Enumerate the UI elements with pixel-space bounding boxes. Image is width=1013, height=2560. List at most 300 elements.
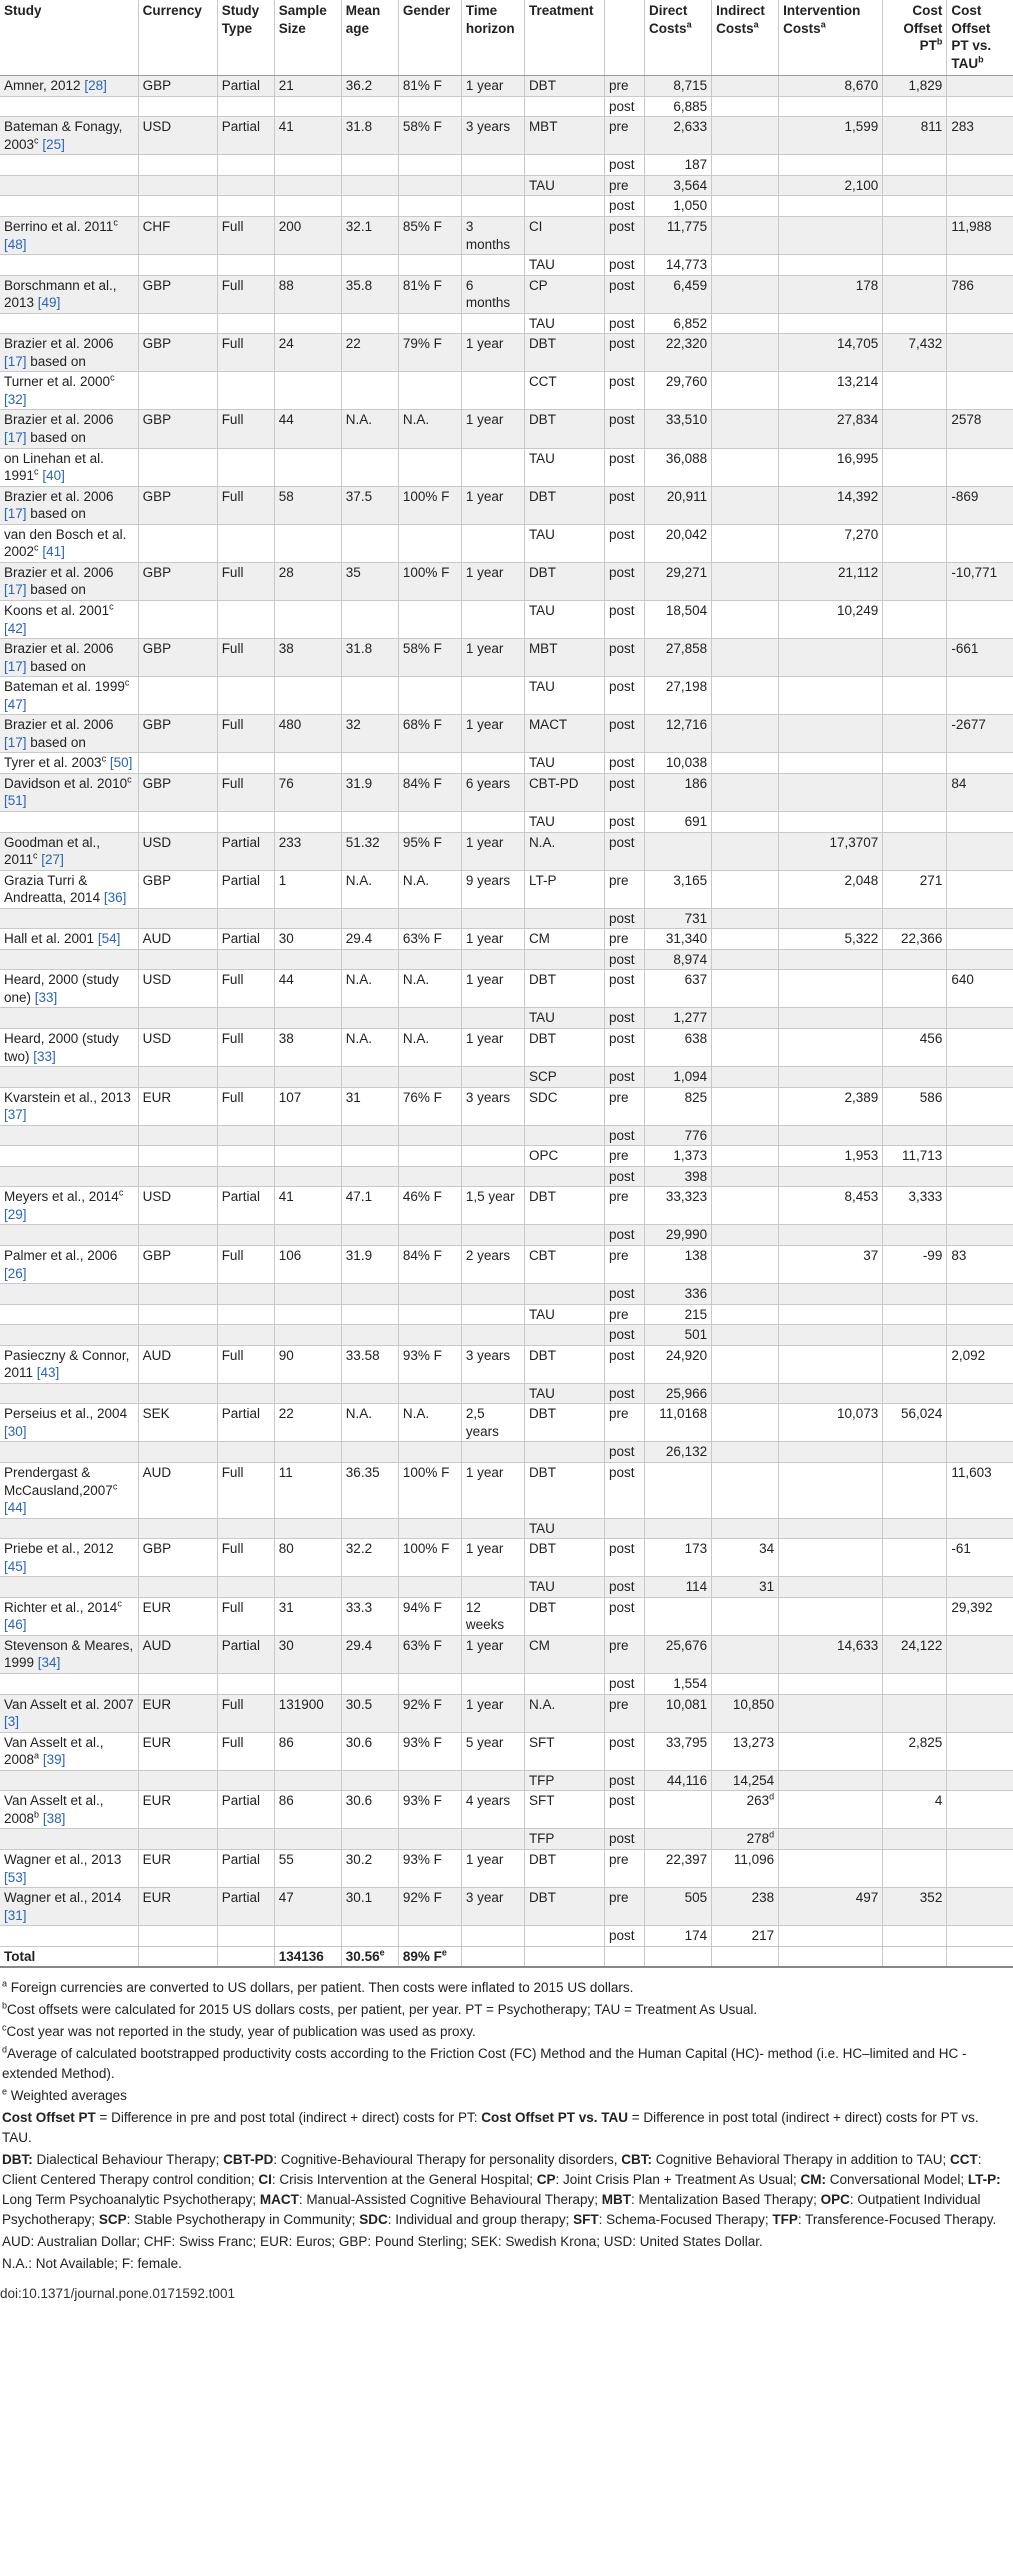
table-cell: 44,116 <box>645 1770 712 1791</box>
table-cell <box>779 217 883 255</box>
table-cell: 58% F <box>398 117 461 155</box>
table-cell: pre <box>605 1404 645 1442</box>
table-cell: 5,322 <box>779 929 883 950</box>
table-cell: 114 <box>645 1577 712 1598</box>
table-cell <box>947 334 1013 372</box>
column-header: Treatment <box>524 0 604 76</box>
table-cell <box>398 1125 461 1146</box>
table-cell: 7,270 <box>779 524 883 562</box>
table-cell <box>883 715 947 753</box>
table-row <box>0 334 1013 372</box>
citation-ref[interactable]: [17] <box>4 430 27 446</box>
table-cell <box>217 372 274 410</box>
table-cell <box>779 1946 883 1967</box>
citation-ref[interactable]: [27] <box>41 852 64 868</box>
table-row <box>0 715 1013 753</box>
table-cell <box>398 1325 461 1346</box>
table-cell: SCP <box>524 1067 604 1088</box>
table-cell: post <box>605 832 645 870</box>
table-cell: Full <box>217 1087 274 1125</box>
table-cell: GBP <box>138 715 217 753</box>
table-cell: 90 <box>274 1345 341 1383</box>
citation-ref[interactable]: [45] <box>4 1558 27 1574</box>
table-cell: Palmer et al., 2006 [26] <box>0 1246 138 1284</box>
table-cell <box>883 1770 947 1791</box>
citation-ref[interactable]: [38] <box>42 1810 66 1826</box>
table-cell: N.A. <box>524 1694 604 1732</box>
table-cell <box>274 811 341 832</box>
term-label: MBT <box>601 2191 632 2207</box>
table-cell: 1 year <box>461 929 524 950</box>
table-cell: CCT <box>524 372 604 410</box>
table-cell <box>947 1087 1013 1125</box>
table-cell: AUD <box>138 1463 217 1519</box>
table-cell <box>461 1442 524 1463</box>
table-cell <box>779 1577 883 1598</box>
table-cell: N.A. <box>341 970 398 1008</box>
citation-ref[interactable]: [47] <box>4 696 27 712</box>
table-cell: 32.2 <box>341 1539 398 1577</box>
footnote-marker: d <box>769 1791 775 1802</box>
table-cell: 47 <box>274 1888 341 1926</box>
table-cell: GBP <box>138 1246 217 1284</box>
citation-ref[interactable]: [37] <box>4 1107 27 1123</box>
table-cell <box>883 1284 947 1305</box>
table-cell: 238 <box>712 1888 779 1926</box>
table-cell <box>779 1770 883 1791</box>
table-cell: 1,373 <box>645 1146 712 1167</box>
table-cell <box>524 1946 604 1967</box>
citation-ref[interactable]: [51] <box>4 793 27 809</box>
table-cell <box>274 1829 341 1850</box>
citation-ref[interactable]: [40] <box>42 468 65 484</box>
table-cell: 2,825 <box>883 1732 947 1770</box>
table-cell <box>712 155 779 176</box>
table-cell <box>712 1067 779 1088</box>
citation-ref[interactable]: [25] <box>42 136 65 152</box>
table-cell <box>138 448 217 486</box>
table-cell <box>274 1125 341 1146</box>
table-cell <box>883 1597 947 1635</box>
table-cell <box>461 1166 524 1187</box>
table-cell: 29,990 <box>645 1225 712 1246</box>
table-cell <box>712 1635 779 1673</box>
table-cell: post <box>605 639 645 677</box>
table-cell: N.A. <box>524 832 604 870</box>
table-cell: 1 year <box>461 1463 524 1519</box>
table-cell: 11 <box>274 1463 341 1519</box>
table-cell <box>712 1442 779 1463</box>
table-cell <box>398 753 461 774</box>
table-cell <box>779 1028 883 1066</box>
table-cell <box>947 1926 1013 1947</box>
table-cell: -2677 <box>947 715 1013 753</box>
table-row <box>0 410 1013 448</box>
table-row <box>0 1067 1013 1088</box>
table-cell: 10,249 <box>779 600 883 638</box>
table-cell: 1,829 <box>883 76 947 97</box>
table-cell: 32.1 <box>341 217 398 255</box>
table-cell <box>274 1770 341 1791</box>
table-cell: 8,974 <box>645 949 712 970</box>
citation-ref[interactable]: [36] <box>103 890 127 906</box>
table-cell: post <box>605 372 645 410</box>
table-cell <box>138 949 217 970</box>
citation-ref[interactable]: [33] <box>33 1048 56 1064</box>
table-cell: Brazier et al. 2006 [17] based on <box>0 334 138 372</box>
citation-ref[interactable]: [39] <box>42 1752 66 1768</box>
table-row <box>0 811 1013 832</box>
table-cell <box>0 1325 138 1346</box>
table-cell <box>217 196 274 217</box>
table-cell: 33.58 <box>341 1345 398 1383</box>
citation-ref[interactable]: [17] <box>4 353 27 369</box>
footnote-marker: c <box>127 774 132 785</box>
table-cell: 14,254 <box>712 1770 779 1791</box>
table-cell: GBP <box>138 1539 217 1577</box>
table-cell: post <box>605 1791 645 1829</box>
table-cell <box>138 1674 217 1695</box>
table-cell: 786 <box>947 275 1013 313</box>
footnote-marker: e <box>379 1947 385 1958</box>
table-cell <box>341 96 398 117</box>
table-cell: pre <box>605 117 645 155</box>
table-cell <box>712 217 779 255</box>
table-cell: 100% F <box>398 562 461 600</box>
table-cell: post <box>605 1770 645 1791</box>
table-cell: 34 <box>712 1539 779 1577</box>
table-cell: 18,504 <box>645 600 712 638</box>
table-cell: -61 <box>947 1539 1013 1577</box>
table-cell <box>712 1946 779 1967</box>
table-cell <box>947 1284 1013 1305</box>
table-cell: post <box>605 1166 645 1187</box>
table-cell <box>274 1284 341 1305</box>
table-cell <box>0 1926 138 1947</box>
table-row <box>0 832 1013 870</box>
table-cell <box>947 1518 1013 1539</box>
table-cell <box>398 448 461 486</box>
table-cell <box>947 96 1013 117</box>
table-cell <box>883 949 947 970</box>
table-row <box>0 870 1013 908</box>
table-cell: 37 <box>779 1246 883 1284</box>
term-label: TFP <box>772 2211 798 2227</box>
table-cell: 81% F <box>398 275 461 313</box>
table-cell: 31 <box>341 1087 398 1125</box>
table-cell: 1 year <box>461 1539 524 1577</box>
table-cell: Heard, 2000 (study two) [33] <box>0 1028 138 1066</box>
table-cell <box>274 1518 341 1539</box>
table-cell <box>217 677 274 715</box>
table-cell: post <box>605 1284 645 1305</box>
table-cell: 29,392 <box>947 1597 1013 1635</box>
table-cell <box>947 196 1013 217</box>
table-cell <box>138 1125 217 1146</box>
table-cell <box>274 448 341 486</box>
table-cell <box>947 1166 1013 1187</box>
table-cell <box>645 1946 712 1967</box>
citation-ref[interactable]: [3] <box>4 1714 20 1730</box>
table-row <box>0 155 1013 176</box>
table-cell: 14,392 <box>779 486 883 524</box>
table-cell <box>947 1325 1013 1346</box>
citation-ref[interactable]: [48] <box>4 236 27 252</box>
citation-ref[interactable]: [28] <box>84 78 107 94</box>
citation-ref[interactable]: [43] <box>36 1365 60 1381</box>
table-cell: 1 year <box>461 410 524 448</box>
table-cell: TAU <box>524 811 604 832</box>
table-cell: DBT <box>524 1849 604 1887</box>
table-cell: post <box>605 1732 645 1770</box>
table-cell: post <box>605 1926 645 1947</box>
citation-ref[interactable]: [17] <box>4 734 27 750</box>
table-cell: MBT <box>524 639 604 677</box>
table-cell <box>712 76 779 97</box>
table-cell <box>0 155 138 176</box>
footnote-marker: c <box>109 601 114 612</box>
table-row <box>0 1888 1013 1926</box>
table-cell: Wagner et al., 2014 [31] <box>0 1888 138 1926</box>
table-cell: 30.6 <box>341 1791 398 1829</box>
table-cell <box>605 1518 645 1539</box>
table-cell: Prendergast & McCausland,2007$^c$ [44] <box>0 1463 138 1519</box>
table-cell: Full <box>217 715 274 753</box>
table-cell: 22,397 <box>645 1849 712 1887</box>
table-cell <box>883 970 947 1008</box>
citation-ref[interactable]: [17] <box>4 582 27 598</box>
table-cell <box>947 832 1013 870</box>
table-cell: -661 <box>947 639 1013 677</box>
term-label: SDC <box>359 2211 388 2227</box>
table-cell: post <box>605 1125 645 1146</box>
table-cell <box>274 1577 341 1598</box>
table-cell <box>341 677 398 715</box>
table-cell: EUR <box>138 1597 217 1635</box>
table-cell <box>217 1146 274 1167</box>
table-cell: 107 <box>274 1087 341 1125</box>
term-label: SCP <box>98 2211 127 2227</box>
table-cell: Meyers et al., 2014$^c$ [29] <box>0 1187 138 1225</box>
table-cell <box>712 639 779 677</box>
footnote-marker: a <box>820 19 826 30</box>
table-cell: 134136 <box>274 1946 341 1967</box>
table-cell <box>274 1146 341 1167</box>
table-cell: 33,510 <box>645 410 712 448</box>
table-cell: 89% $F^e$ <box>398 1946 461 1967</box>
table-cell <box>779 1829 883 1850</box>
table-cell <box>712 524 779 562</box>
table-cell <box>274 175 341 196</box>
table-cell <box>217 753 274 774</box>
table-cell <box>398 255 461 276</box>
table-cell: Partial <box>217 76 274 97</box>
table-cell <box>461 155 524 176</box>
table-cell <box>138 1008 217 1029</box>
table-cell: post <box>605 1597 645 1635</box>
table-cell: OPC <box>524 1146 604 1167</box>
table-cell <box>138 1284 217 1305</box>
table-cell <box>398 1770 461 1791</box>
footnote-marker: c <box>118 1187 124 1198</box>
term-label: SFT <box>573 2211 599 2227</box>
table-cell: 86 <box>274 1791 341 1829</box>
table-row <box>0 1577 1013 1598</box>
table-cell <box>138 1577 217 1598</box>
citation-ref[interactable]: [29] <box>4 1206 27 1222</box>
table-cell: 1 year <box>461 562 524 600</box>
table-cell <box>524 1125 604 1146</box>
table-row <box>0 1597 1013 1635</box>
table-cell <box>779 196 883 217</box>
table-cell <box>217 1325 274 1346</box>
table-cell: Partial <box>217 1849 274 1887</box>
table-cell: Grazia Turri & Andreatta, 2014 [36] <box>0 870 138 908</box>
table-cell: 31,340 <box>645 929 712 950</box>
table-cell: 1 year <box>461 1849 524 1887</box>
citation-ref[interactable]: [31] <box>4 1907 27 1923</box>
table-cell: 2,100 <box>779 175 883 196</box>
table-cell <box>712 372 779 410</box>
table-cell: 47.1 <box>341 1187 398 1225</box>
table-cell: 2,5 years <box>461 1404 524 1442</box>
citation-ref[interactable]: [17] <box>4 658 27 674</box>
table-cell <box>779 1304 883 1325</box>
table-cell <box>779 811 883 832</box>
table-cell <box>138 600 217 638</box>
table-cell <box>947 908 1013 929</box>
table-cell: SEK <box>138 1404 217 1442</box>
table-cell <box>398 1442 461 1463</box>
table-cell: GBP <box>138 76 217 97</box>
table-cell: 58 <box>274 486 341 524</box>
table-cell: TFP <box>524 1770 604 1791</box>
citation-ref[interactable]: [46] <box>4 1617 27 1633</box>
table-cell: 31.8 <box>341 639 398 677</box>
table-cell <box>779 1732 883 1770</box>
table-cell <box>947 255 1013 276</box>
column-header: Time horizon <box>461 0 524 76</box>
table-cell <box>883 1849 947 1887</box>
citation-ref[interactable]: [34] <box>37 1655 61 1671</box>
table-cell <box>883 448 947 486</box>
citation-ref[interactable]: [33] <box>34 989 58 1005</box>
table-cell: pre <box>605 929 645 950</box>
table-cell <box>883 96 947 117</box>
table-cell <box>217 448 274 486</box>
table-cell <box>461 255 524 276</box>
table-cell <box>883 1518 947 1539</box>
table-cell <box>461 1383 524 1404</box>
table-cell: 24,920 <box>645 1345 712 1383</box>
table-cell <box>217 155 274 176</box>
citation-ref[interactable]: [44] <box>4 1500 27 1516</box>
citation-ref[interactable]: [30] <box>4 1423 27 1439</box>
table-row <box>0 275 1013 313</box>
table-cell: Bateman & Fonagy, 2003$^c$ [25] <box>0 117 138 155</box>
citation-ref[interactable]: [41] <box>42 544 65 560</box>
table-cell <box>138 1829 217 1850</box>
table-cell <box>461 1225 524 1246</box>
table-cell <box>524 1325 604 1346</box>
citation-ref[interactable]: [54] <box>97 931 121 947</box>
citation-ref[interactable]: [17] <box>4 506 27 522</box>
table-row <box>0 753 1013 774</box>
table-cell: 81% F <box>398 76 461 97</box>
citation-ref[interactable]: [50] <box>109 755 133 771</box>
table-cell <box>883 1463 947 1519</box>
table-cell <box>274 1225 341 1246</box>
table-cell <box>461 1577 524 1598</box>
table-cell <box>217 1577 274 1598</box>
table-cell <box>883 313 947 334</box>
table-cell <box>138 1442 217 1463</box>
table-cell <box>947 1304 1013 1325</box>
table-row <box>0 448 1013 486</box>
citation-ref[interactable]: [26] <box>4 1265 27 1281</box>
table-cell: Pasieczny & Connor, 2011 [43] <box>0 1345 138 1383</box>
column-header: Currency <box>138 0 217 76</box>
footnote-marker: e <box>2 2086 8 2097</box>
table-cell: 138 <box>645 1246 712 1284</box>
table-cell: Full <box>217 1539 274 1577</box>
table-cell: 25,676 <box>645 1635 712 1673</box>
table-cell: 92% F <box>398 1888 461 1926</box>
table-cell: post <box>605 562 645 600</box>
table-cell <box>398 96 461 117</box>
table-cell <box>883 372 947 410</box>
table-cell: post <box>605 1539 645 1577</box>
table-cell: 25,966 <box>645 1383 712 1404</box>
table-row <box>0 196 1013 217</box>
table-cell: 44 <box>274 970 341 1008</box>
table-cell: 30.56e <box>341 1946 398 1967</box>
citation-ref[interactable]: [49] <box>37 295 61 311</box>
table-cell <box>947 1028 1013 1066</box>
table-cell: 586 <box>883 1087 947 1125</box>
table-cell <box>461 949 524 970</box>
term-label: OPC <box>820 2191 850 2207</box>
table-cell: DBT <box>524 76 604 97</box>
table-cell: 3 years <box>461 117 524 155</box>
table-cell: TAU <box>524 1383 604 1404</box>
table-cell: 36,088 <box>645 448 712 486</box>
citation-ref[interactable]: [42] <box>4 620 27 636</box>
citation-ref[interactable]: [53] <box>4 1869 27 1885</box>
table-cell <box>0 1225 138 1246</box>
table-cell: TAU <box>524 753 604 774</box>
table-row <box>0 1539 1013 1577</box>
table-cell: 38 <box>274 1028 341 1066</box>
table-cell <box>217 524 274 562</box>
table-cell: DBT <box>524 562 604 600</box>
citation-ref[interactable]: [32] <box>4 391 27 407</box>
table-cell: TAU <box>524 175 604 196</box>
table-cell <box>398 949 461 970</box>
table-cell <box>461 175 524 196</box>
table-footnotes <box>0 1967 1013 2274</box>
table-cell: post <box>605 1345 645 1383</box>
table-cell: 79% F <box>398 334 461 372</box>
table-cell: AUD <box>138 1345 217 1383</box>
table-cell: 32 <box>341 715 398 753</box>
table-cell: 13,273 <box>712 1732 779 1770</box>
table-cell <box>947 1770 1013 1791</box>
table-cell <box>779 96 883 117</box>
table-row <box>0 1008 1013 1029</box>
table-cell: TAU <box>524 524 604 562</box>
footnote-marker: c <box>2 2022 7 2033</box>
